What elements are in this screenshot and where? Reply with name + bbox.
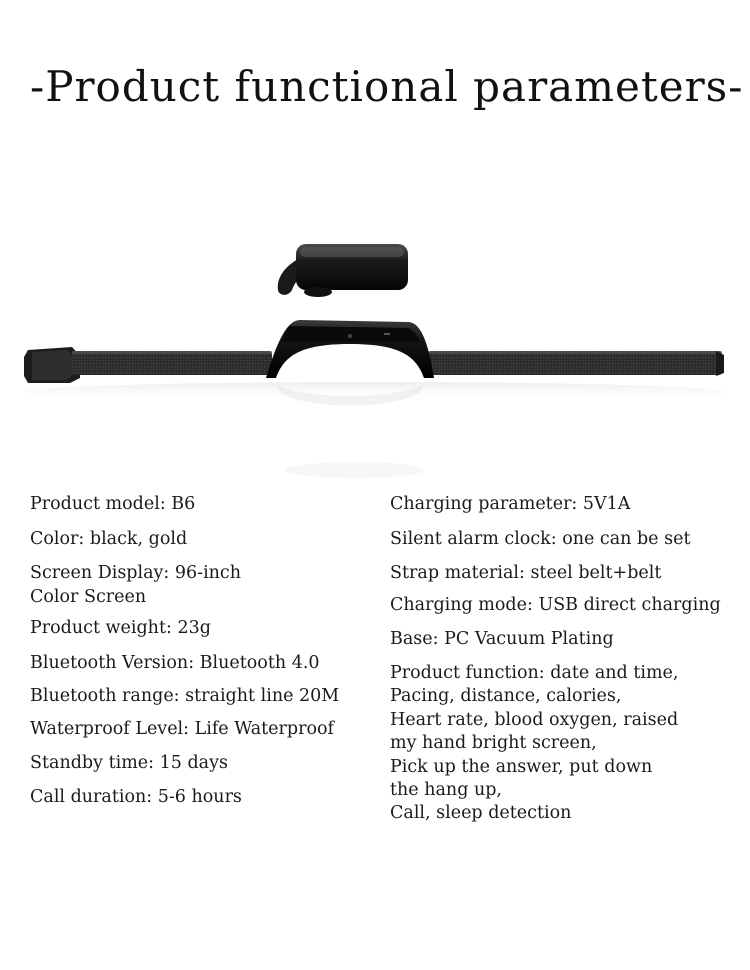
spec-color: Color: black, gold — [30, 529, 188, 549]
spec-waterproof-level: Waterproof Level: Life Waterproof — [30, 719, 334, 739]
spec-product-model: Product model: B6 — [30, 494, 196, 514]
spec-screen-display: Screen Display: 96-inch Color Screen — [30, 563, 242, 607]
spec-base: Base: PC Vacuum Plating — [390, 629, 614, 649]
spec-bluetooth-range: Bluetooth range: straight line 20M — [30, 686, 340, 706]
spec-silent-alarm-clock: Silent alarm clock: one can be set — [390, 529, 691, 549]
product-image — [0, 225, 750, 485]
mesh-strap-left — [72, 351, 272, 375]
spec-charging-parameter: Charging parameter: 5V1A — [390, 494, 631, 514]
spec-standby-time: Standby time: 15 days — [30, 753, 228, 773]
mesh-strap-right — [428, 351, 722, 375]
band-holder — [266, 320, 434, 378]
strap-clasp — [24, 347, 80, 383]
page-title: -Product functional parameters- — [30, 62, 744, 111]
spec-call-duration: Call duration: 5-6 hours — [30, 787, 242, 807]
spec-charging-mode: Charging mode: USB direct charging — [390, 595, 721, 615]
spec-strap-material: Strap material: steel belt+belt — [390, 563, 662, 583]
spec-bluetooth-version: Bluetooth Version: Bluetooth 4.0 — [30, 653, 320, 673]
spec-product-weight: Product weight: 23g — [30, 618, 211, 638]
bluetooth-earpiece — [278, 244, 408, 297]
spec-product-function: Product function: date and time, Pacing, distance, calories, Heart rate, blood oxygen, raised my hand bright screen, Pick up the answer, put down the hang up, Call, sleep detection — [390, 663, 679, 824]
